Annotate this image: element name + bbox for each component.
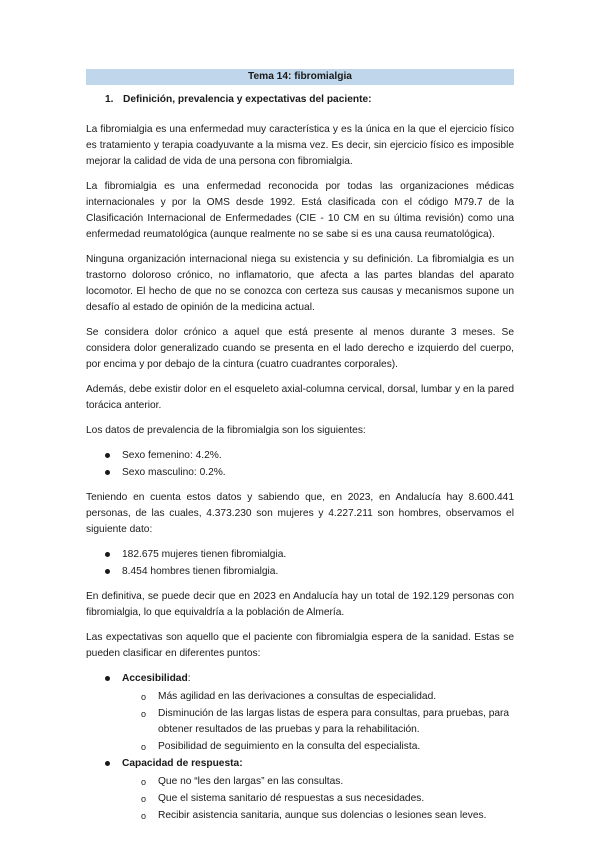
sub-list-item: o Disminución de las largas listas de espera para consultas, para pruebas, para obtener resultados de las pruebas y para la rehabilitación. xyxy=(86,706,514,738)
paragraph-axial-pain: Además, debe existir dolor en el esqueleto axial-columna cervical, dorsal, lumbar y en la pared torácica anterior. xyxy=(86,384,514,411)
expectations-list xyxy=(86,671,514,824)
list-item: Sexo masculino: 0.2%. xyxy=(86,465,514,481)
expectation-label: Accesibilidad xyxy=(122,673,188,684)
list-item: 182.675 mujeres tienen fibromialgia. xyxy=(86,547,514,563)
paragraph-prevalence-intro: Los datos de prevalencia de la fibromialgia son los siguientes: xyxy=(86,425,366,436)
sub-list-item: o Que el sistema sanitario dé respuestas a sus necesidades. xyxy=(86,791,514,807)
paragraph-nature: Ninguna organización internacional niega su existencia y su definición. La fibromialgia es un trastorno doloroso crónico, no inflamatorio, que afecta a las partes blandas del aparato locomotor. El hecho de que no se conozca con certeza sus causas y mecanismos supone un desafío al estado de opinión de la medicina actual. xyxy=(86,254,514,313)
page-title: Tema 14: fibromialgia xyxy=(86,69,514,85)
sub-list-item: o Que no “les den largas” en las consultas. xyxy=(86,774,514,790)
section-heading-text: Definición, prevalencia y expectativas del paciente: xyxy=(123,94,372,105)
list-item: 8.454 hombres tienen fibromialgia. xyxy=(86,564,514,580)
sub-list-item: o Posibilidad de seguimiento en la consulta del especialista. xyxy=(86,739,514,755)
section-number: 1. xyxy=(105,94,114,105)
prevalence-list xyxy=(86,448,514,481)
expectation-label: Capacidad de respuesta: xyxy=(122,758,243,769)
sub-list-item: o Recibir asistencia sanitaria, aunque sus dolencias o lesiones sean leves. xyxy=(86,808,514,824)
section-heading xyxy=(86,92,514,108)
affected-list xyxy=(86,547,514,580)
paragraph-total: En definitiva, se puede decir que en 2023 en Andalucía hay un total de 192.129 personas con fibromialgia, lo que equivaldría a la población de Almería. xyxy=(86,591,514,618)
paragraph-expectations-intro: Las expectativas son aquello que el paciente con fibromialgia espera de la sanidad. Estas se pueden clasificar en diferentes puntos: xyxy=(86,632,514,659)
paragraph-chronic-pain: Se considera dolor crónico a aquel que está presente al menos durante 3 meses. Se considera dolor generalizado cuando se presenta en el lado derecho e izquierdo del cuerpo, por encima y por debajo de la cintura (cuatro cuadrantes corporales). xyxy=(86,327,514,370)
expectation-accessibility xyxy=(86,671,514,755)
paragraph-recognition: La fibromialgia es una enfermedad reconocida por todas las organizaciones médicas internacionales y por la OMS desde 1992. Está clasificada con el código M79.7 de la Clasificación Internacional de Enfermedades (CIE - 10 CM en su última revisión) como una enfermedad reumatológica (aunque realmente no se sabe si es una causa reumatológica). xyxy=(86,181,514,240)
list-item: Sexo femenino: 4.2%. xyxy=(86,448,514,464)
paragraph-definition: La fibromialgia es una enfermedad muy característica y es la única en la que el ejercicio físico es tratamiento y terapia coadyuvante a la misma vez. Es decir, sin ejercicio físico es imposible mejorar la calidad de vida de una persona con fibromialgia. xyxy=(86,124,514,167)
expectation-label-suffix: : xyxy=(187,673,191,684)
document-body xyxy=(86,69,514,825)
expectation-sublist xyxy=(122,689,514,755)
sub-list-item: o Más agilidad en las derivaciones a consultas de especialidad. xyxy=(86,689,514,705)
paragraph-andalucia-data: Teniendo en cuenta estos datos y sabiendo que, en 2023, en Andalucía hay 8.600.441 personas, de las cuales, 4.373.230 son mujeres y 4.227.211 son hombres, observamos el siguiente dato: xyxy=(86,492,514,535)
expectation-response-capacity xyxy=(86,756,514,824)
expectation-sublist xyxy=(122,774,514,824)
